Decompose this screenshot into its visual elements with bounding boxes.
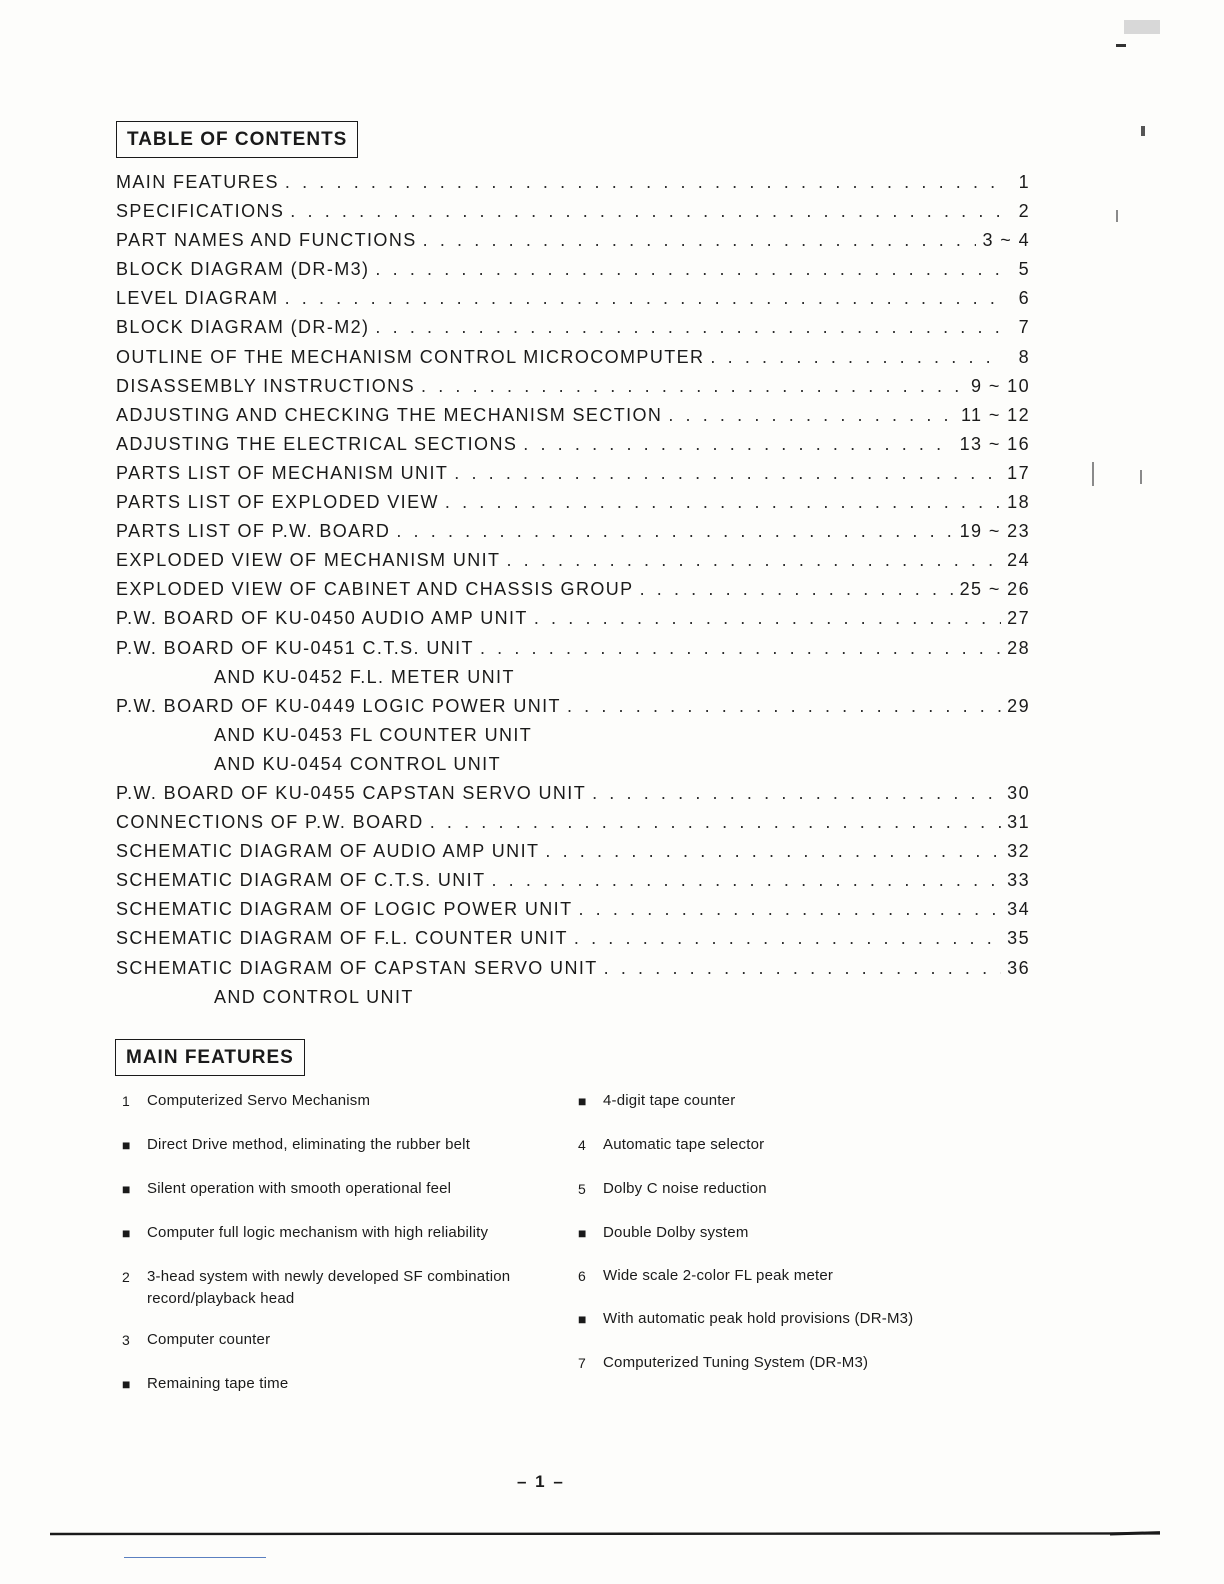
toc-entry-page: 36 (1007, 957, 1030, 978)
toc-leader-dots (545, 841, 1001, 862)
toc-entry (116, 579, 1030, 608)
feature-text: Computerized Servo Mechanism (147, 1092, 371, 1109)
toc-entry-title: AND KU-0453 FL COUNTER UNIT (214, 724, 533, 745)
toc-heading: TABLE OF CONTENTS (116, 121, 358, 158)
toc-leader-dots (290, 201, 1002, 222)
feature-text: Remaining tape time (147, 1375, 289, 1392)
toc-entry (116, 725, 1030, 754)
feature-text: Dolby C noise reduction (603, 1180, 767, 1197)
toc-entry (116, 608, 1030, 637)
feature-item (578, 1090, 978, 1112)
toc-entry-title: SCHEMATIC DIAGRAM OF CAPSTAN SERVO UNIT (116, 957, 598, 978)
toc-leader-dots (523, 434, 953, 455)
toc-entry-title: EXPLODED VIEW OF CABINET AND CHASSIS GROUP (116, 579, 634, 600)
toc-entry (116, 783, 1030, 812)
feature-text: Double Dolby system (603, 1224, 749, 1241)
toc-entry (116, 230, 1030, 259)
feature-item (122, 1222, 562, 1244)
feature-item (578, 1352, 978, 1374)
page-number: – 1 – (517, 1472, 565, 1491)
toc-entry-page: 29 (1007, 695, 1030, 716)
toc-entry-title: P.W. BOARD OF KU-0455 CAPSTAN SERVO UNIT (116, 782, 587, 803)
toc-entry-title: SPECIFICATIONS (116, 201, 285, 222)
toc-leader-dots (430, 812, 1001, 833)
feature-item (578, 1308, 978, 1330)
toc-entry-title: DISASSEMBLY INSTRUCTIONS (116, 375, 415, 396)
toc-entry (116, 521, 1030, 550)
toc-entry-page: 3 ~ 4 (982, 230, 1030, 251)
feature-number: 6 (578, 1268, 586, 1284)
feature-text: Automatic tape selector (603, 1136, 765, 1153)
toc-entry (116, 347, 1030, 376)
toc-leader-dots (534, 608, 1001, 629)
features-left-column (122, 1090, 562, 1395)
toc-leader-dots (396, 521, 953, 542)
toc-leader-dots (604, 958, 1002, 979)
toc-entry-title: SCHEMATIC DIAGRAM OF F.L. COUNTER UNIT (116, 928, 568, 949)
toc-entry (116, 201, 1030, 230)
toc-leader-dots (285, 288, 1002, 309)
toc-entry (116, 899, 1030, 928)
toc-entry-page: 6 (1018, 288, 1030, 309)
bullet-icon: ■ (122, 1225, 131, 1241)
feature-text: 4-digit tape counter (603, 1092, 736, 1109)
footer-link-rule (124, 1557, 266, 1558)
feature-number: 2 (122, 1269, 130, 1285)
toc-entry-title: SCHEMATIC DIAGRAM OF AUDIO AMP UNIT (116, 841, 540, 862)
feature-number: 5 (578, 1181, 586, 1197)
toc-leader-dots (640, 579, 954, 600)
toc-entry (116, 754, 1030, 783)
toc-entry (116, 812, 1030, 841)
bullet-icon: ■ (578, 1311, 587, 1327)
toc-entry-page: 18 (1007, 492, 1030, 513)
toc-entry (116, 696, 1030, 725)
toc-entry-page: 5 (1018, 259, 1030, 280)
feature-item (578, 1134, 978, 1156)
toc-entry-page: 24 (1007, 550, 1030, 571)
toc-entry-page: 28 (1007, 637, 1030, 658)
toc-leader-dots (578, 899, 1001, 920)
toc-entry-title: LEVEL DIAGRAM (116, 288, 279, 309)
toc-leader-dots (375, 259, 1002, 280)
toc-entry-page: 19 ~ 23 (959, 521, 1030, 542)
toc-entry (116, 638, 1030, 667)
toc-leader-dots (506, 550, 1001, 571)
toc-entry-title: AND KU-0454 CONTROL UNIT (214, 753, 501, 774)
feature-item (122, 1329, 562, 1351)
toc-leader-dots (574, 928, 1001, 949)
toc-leader-dots (592, 783, 1001, 804)
toc-entry-title: PARTS LIST OF P.W. BOARD (116, 521, 391, 542)
toc-entry-title: ADJUSTING THE ELECTRICAL SECTIONS (116, 433, 518, 454)
feature-item (578, 1265, 978, 1287)
toc-entry-title: ADJUSTING AND CHECKING THE MECHANISM SECTION (116, 404, 663, 425)
toc-entry-title: PARTS LIST OF EXPLODED VIEW (116, 492, 439, 513)
toc-leader-dots (375, 317, 1002, 338)
toc-leader-dots (423, 230, 977, 251)
toc-entry (116, 463, 1030, 492)
toc-entry-page: 7 (1018, 317, 1030, 338)
bottom-rule (50, 1531, 1160, 1537)
bullet-icon: ■ (122, 1376, 131, 1392)
feature-item (122, 1134, 562, 1156)
toc-entry-title: PARTS LIST OF MECHANISM UNIT (116, 462, 449, 483)
toc-entry (116, 550, 1030, 579)
toc-entry (116, 958, 1030, 987)
scan-artifact (1141, 126, 1145, 136)
toc-entry (116, 987, 1030, 1016)
feature-text: 3-head system with newly developed SF combination record/playback head (147, 1268, 511, 1307)
toc-leader-dots (710, 347, 1002, 368)
toc-entry (116, 172, 1030, 201)
feature-item (122, 1090, 562, 1112)
feature-text: With automatic peak hold provisions (DR-M3) (603, 1310, 914, 1327)
feature-item (578, 1178, 978, 1200)
bullet-icon: ■ (578, 1093, 587, 1109)
toc-leader-dots (285, 172, 1002, 193)
toc-entry (116, 492, 1030, 521)
feature-text: Direct Drive method, eliminating the rubber belt (147, 1136, 471, 1153)
toc-entry-page: 13 ~ 16 (959, 433, 1030, 454)
main-features-heading: MAIN FEATURES (115, 1039, 305, 1076)
toc-entry-page: 9 ~ 10 (971, 375, 1030, 396)
toc-entry-page: 1 (1018, 172, 1030, 192)
toc-entry (116, 405, 1030, 434)
feature-item (578, 1222, 978, 1244)
toc-leader-dots (454, 463, 1001, 484)
toc-entry-page: 30 (1007, 782, 1030, 803)
feature-text: Computer counter (147, 1331, 271, 1348)
feature-number: 7 (578, 1355, 586, 1371)
scan-artifact (1116, 210, 1118, 222)
toc-entry-page: 34 (1007, 899, 1030, 920)
toc-entry-page: 2 (1018, 201, 1030, 222)
toc-entry-page: 25 ~ 26 (959, 579, 1030, 600)
toc-entry-title: P.W. BOARD OF KU-0451 C.T.S. UNIT (116, 637, 474, 658)
toc-entry (116, 841, 1030, 870)
toc-entry-page: 11 ~ 12 (960, 404, 1030, 425)
toc-entry-title: P.W. BOARD OF KU-0450 AUDIO AMP UNIT (116, 608, 528, 629)
toc-entry (116, 376, 1030, 405)
scan-artifact (1116, 44, 1126, 47)
toc-leader-dots (480, 638, 1001, 659)
feature-number: 1 (122, 1093, 130, 1109)
feature-item (122, 1266, 562, 1310)
toc-entry-title: BLOCK DIAGRAM (DR-M2) (116, 317, 370, 338)
toc-entry-title: CONNECTIONS OF P.W. BOARD (116, 812, 424, 833)
toc-entry (116, 434, 1030, 463)
scan-artifact (1140, 470, 1142, 484)
features-right-column (578, 1090, 978, 1374)
feature-number: 4 (578, 1137, 586, 1153)
feature-item (122, 1178, 562, 1200)
toc-entry (116, 288, 1030, 317)
scan-artifact (1092, 462, 1094, 486)
toc-entry-title: SCHEMATIC DIAGRAM OF C.T.S. UNIT (116, 870, 486, 891)
toc-entry-page: 27 (1007, 608, 1030, 629)
toc-entry (116, 317, 1030, 346)
toc-leader-dots (668, 405, 955, 426)
feature-text: Silent operation with smooth operational feel (147, 1180, 452, 1197)
feature-text: Wide scale 2-color FL peak meter (603, 1267, 834, 1284)
toc-entry-page: 8 (1018, 346, 1030, 367)
toc-entry-title: P.W. BOARD OF KU-0449 LOGIC POWER UNIT (116, 695, 561, 716)
bullet-icon: ■ (122, 1181, 131, 1197)
toc-entry-title: PART NAMES AND FUNCTIONS (116, 230, 417, 251)
toc-entry-title: BLOCK DIAGRAM (DR-M3) (116, 259, 370, 280)
toc-entry (116, 259, 1030, 288)
toc-entry (116, 667, 1030, 696)
toc-entry-title: SCHEMATIC DIAGRAM OF LOGIC POWER UNIT (116, 899, 573, 920)
feature-number: 3 (122, 1332, 130, 1348)
feature-text: Computer full logic mechanism with high reliability (147, 1224, 489, 1241)
bullet-icon: ■ (122, 1137, 131, 1153)
toc-entry-title: AND KU-0452 F.L. METER UNIT (214, 666, 515, 687)
toc-leader-dots (445, 492, 1001, 513)
toc-leader-dots (421, 376, 965, 397)
toc-entry-page: 35 (1007, 928, 1030, 949)
toc-entry-title: OUTLINE OF THE MECHANISM CONTROL MICROCOMPUTER (116, 346, 705, 367)
table-of-contents (116, 172, 1030, 1016)
toc-entry (116, 870, 1030, 899)
toc-entry-page: 31 (1007, 812, 1030, 833)
scan-artifact (1124, 20, 1160, 34)
toc-entry-title: AND CONTROL UNIT (214, 986, 414, 1007)
toc-entry-page: 33 (1007, 870, 1030, 891)
toc-entry-page: 17 (1007, 462, 1030, 483)
toc-leader-dots (491, 870, 1001, 891)
toc-entry-title: EXPLODED VIEW OF MECHANISM UNIT (116, 550, 501, 571)
bullet-icon: ■ (578, 1225, 587, 1241)
toc-leader-dots (567, 696, 1001, 717)
feature-text: Computerized Tuning System (DR-M3) (603, 1354, 869, 1371)
toc-entry-page: 32 (1007, 841, 1030, 862)
toc-entry-title: MAIN FEATURES (116, 172, 279, 192)
toc-entry (116, 928, 1030, 957)
feature-item (122, 1373, 562, 1395)
